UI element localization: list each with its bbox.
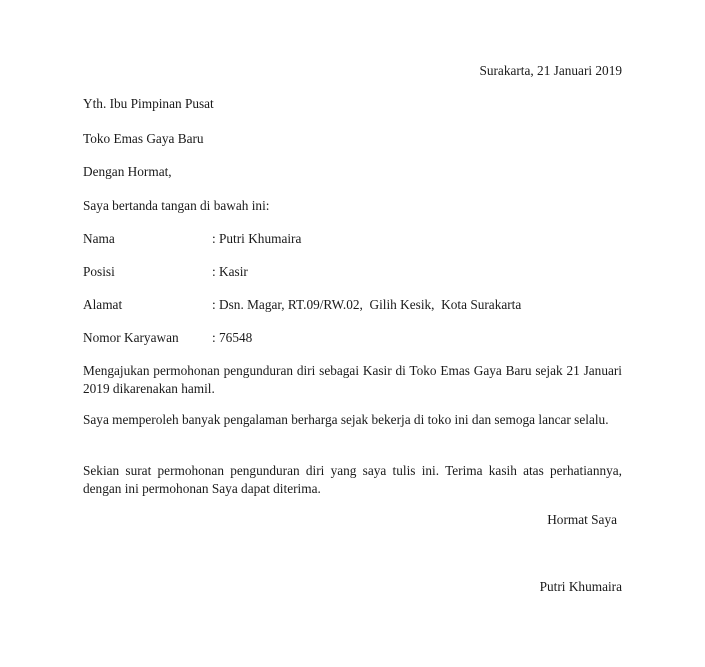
field-label-position: Posisi — [83, 264, 115, 279]
field-value-employee-number: : 76548 — [212, 330, 253, 345]
signer-name: Putri Khumaira — [539, 579, 622, 594]
intro-line: Saya bertanda tangan di bawah ini: — [83, 198, 270, 213]
company-line: Toko Emas Gaya Baru — [83, 131, 204, 146]
field-value-address: : Dsn. Magar, RT.09/RW.02, Gilih Kesik, Kota Surakarta — [212, 297, 522, 312]
field-label-employee-number: Nomor Karyawan — [83, 330, 179, 345]
field-label-address: Alamat — [83, 297, 123, 312]
field-value-name: : Putri Khumaira — [212, 231, 302, 246]
closing-phrase: Hormat Saya — [547, 512, 617, 527]
place-date: Surakarta, 21 Januari 2019 — [479, 63, 622, 78]
field-label-name: Nama — [83, 231, 115, 246]
recipient-line: Yth. Ibu Pimpinan Pusat — [83, 96, 214, 111]
paragraph-experience: Saya memperoleh banyak pengalaman berharga sejak bekerja di toko ini dan semoga lancar selalu. — [83, 412, 609, 427]
salutation: Dengan Hormat, — [83, 164, 172, 179]
paragraph-resignation: Mengajukan permohonan pengunduran diri sebagai Kasir di Toko Emas Gaya Baru sejak 21 Januari 2019 dikarenakan hamil. — [83, 363, 622, 396]
paragraph-closing: Sekian surat permohonan pengunduran diri yang saya tulis ini. Terima kasih atas perhatiannya, dengan ini permohonan Saya dapat diterima. — [83, 463, 622, 496]
field-value-position: : Kasir — [212, 264, 248, 279]
